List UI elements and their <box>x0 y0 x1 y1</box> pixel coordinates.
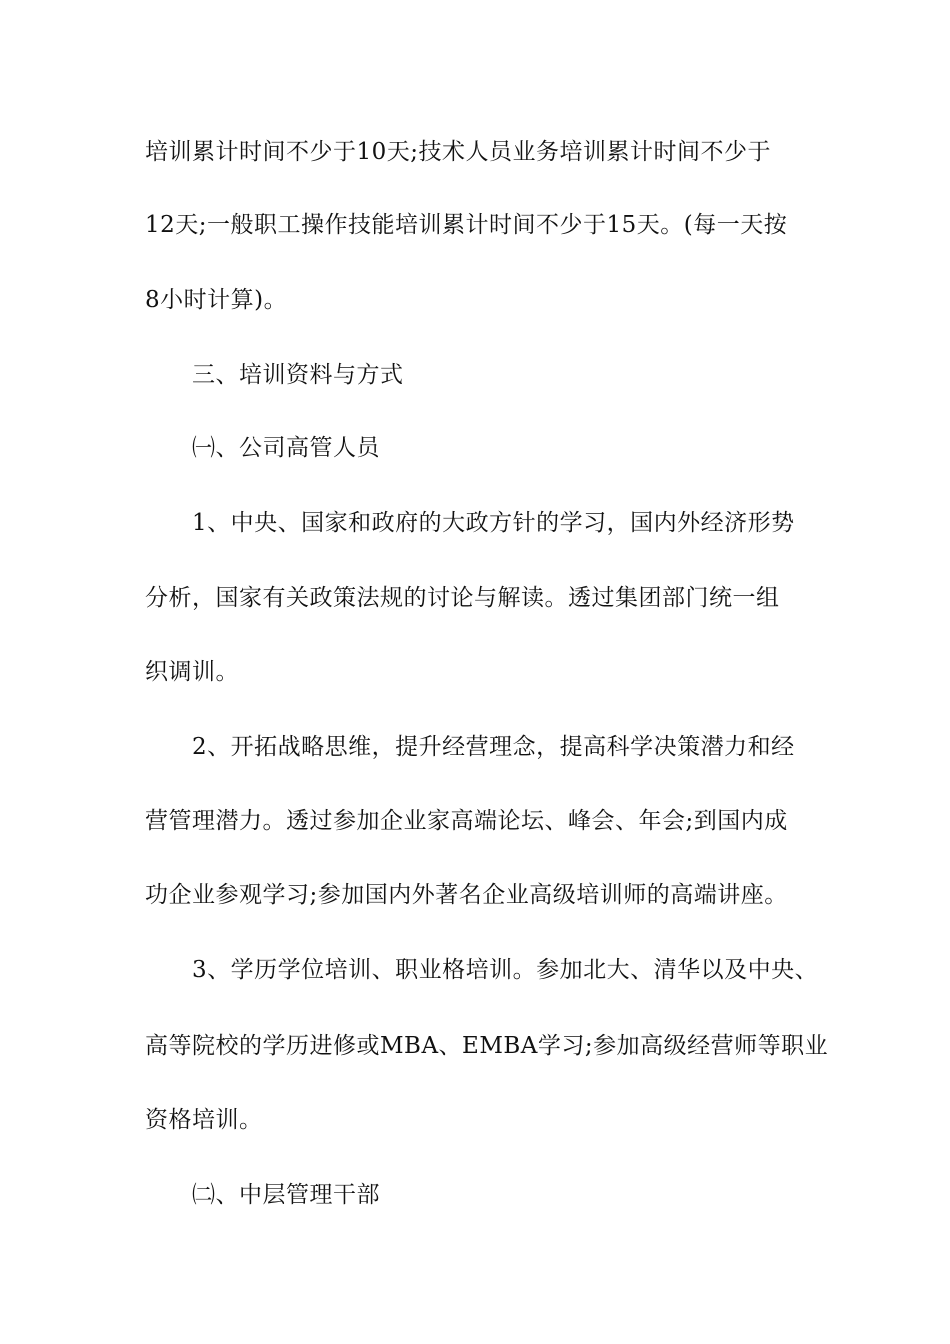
subsection-heading: ㈠、公司高管人员 <box>192 435 380 461</box>
body-text-line: 1、中央、国家和政府的大政方针的学习，国内外经济形势 <box>192 510 795 536</box>
body-text-line: 织调训。 <box>145 659 239 685</box>
body-text-line: 3、学历学位培训、职业格培训。参加北大、清华以及中央、 <box>192 957 819 983</box>
body-text-line: 8小时计算)。 <box>145 287 288 313</box>
body-text-line: 培训累计时间不少于10天;技术人员业务培训累计时间不少于 <box>145 139 772 165</box>
section-heading: 三、培训资料与方式 <box>192 362 404 388</box>
body-text-line: 2、开拓战略思维，提升经营理念，提高科学决策潜力和经 <box>192 734 795 760</box>
body-text-line: 分析，国家有关政策法规的讨论与解读。透过集团部门统一组 <box>145 585 780 611</box>
body-text-line: 营管理潜力。透过参加企业家高端论坛、峰会、年会;到国内成 <box>145 808 788 834</box>
body-text-line: 12天;一般职工操作技能培训累计时间不少于15天。(每一天按 <box>145 212 788 238</box>
body-text-line: 高等院校的学历进修或MBA、EMBA学习;参加高级经营师等职业 <box>145 1033 829 1059</box>
subsection-heading: ㈡、中层管理干部 <box>192 1182 380 1208</box>
body-text-line: 资格培训。 <box>145 1107 263 1133</box>
body-text-line: 功企业参观学习;参加国内外著名企业高级培训师的高端讲座。 <box>145 882 788 908</box>
